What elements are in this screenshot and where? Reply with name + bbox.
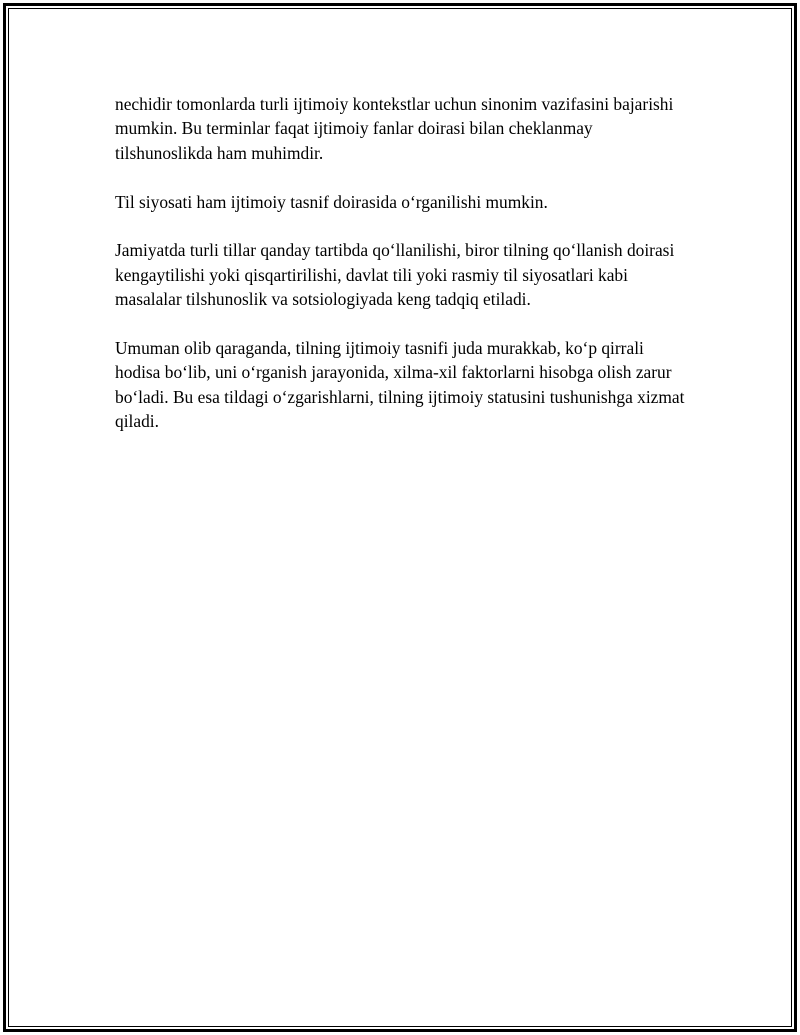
paragraph-3: Jamiyatda turli tillar qanday tartibda qo‘llanilishi, biror tilning qo‘llanish doirasi kengaytilishi yoki qisqartirilishi, davlat tili yoki rasmiy til siyosatlari kabi masalalar tilshunoslik va sotsiologiyada keng tadqiq etiladi. bbox=[115, 240, 675, 310]
paragraph-2: Til siyosati ham ijtimoiy tasnif doirasida o‘rganilishi mumkin. bbox=[115, 191, 548, 212]
document-body bbox=[115, 92, 690, 458]
paragraph-1: nechidir tomonlarda turli ijtimoiy kontekstlar uchun sinonim vazifasini bajarishi mumkin. Bu terminlar faqat ijtimoiy fanlar doirasi bilan cheklanmay tilshunoslikda ham muhimdir. bbox=[115, 94, 674, 163]
paragraph-4: Umuman olib qaraganda, tilning ijtimoiy tasnifi juda murakkab, ko‘p qirrali hodisa bo‘lib, uni o‘rganish jarayonida, xilma-xil faktorlarni hisobga olish zarur bo‘ladi. Bu esa tildagi o‘zgarishlarni, tilning ijtimoiy statusini tushunishga xizmat qiladi. bbox=[115, 338, 685, 432]
